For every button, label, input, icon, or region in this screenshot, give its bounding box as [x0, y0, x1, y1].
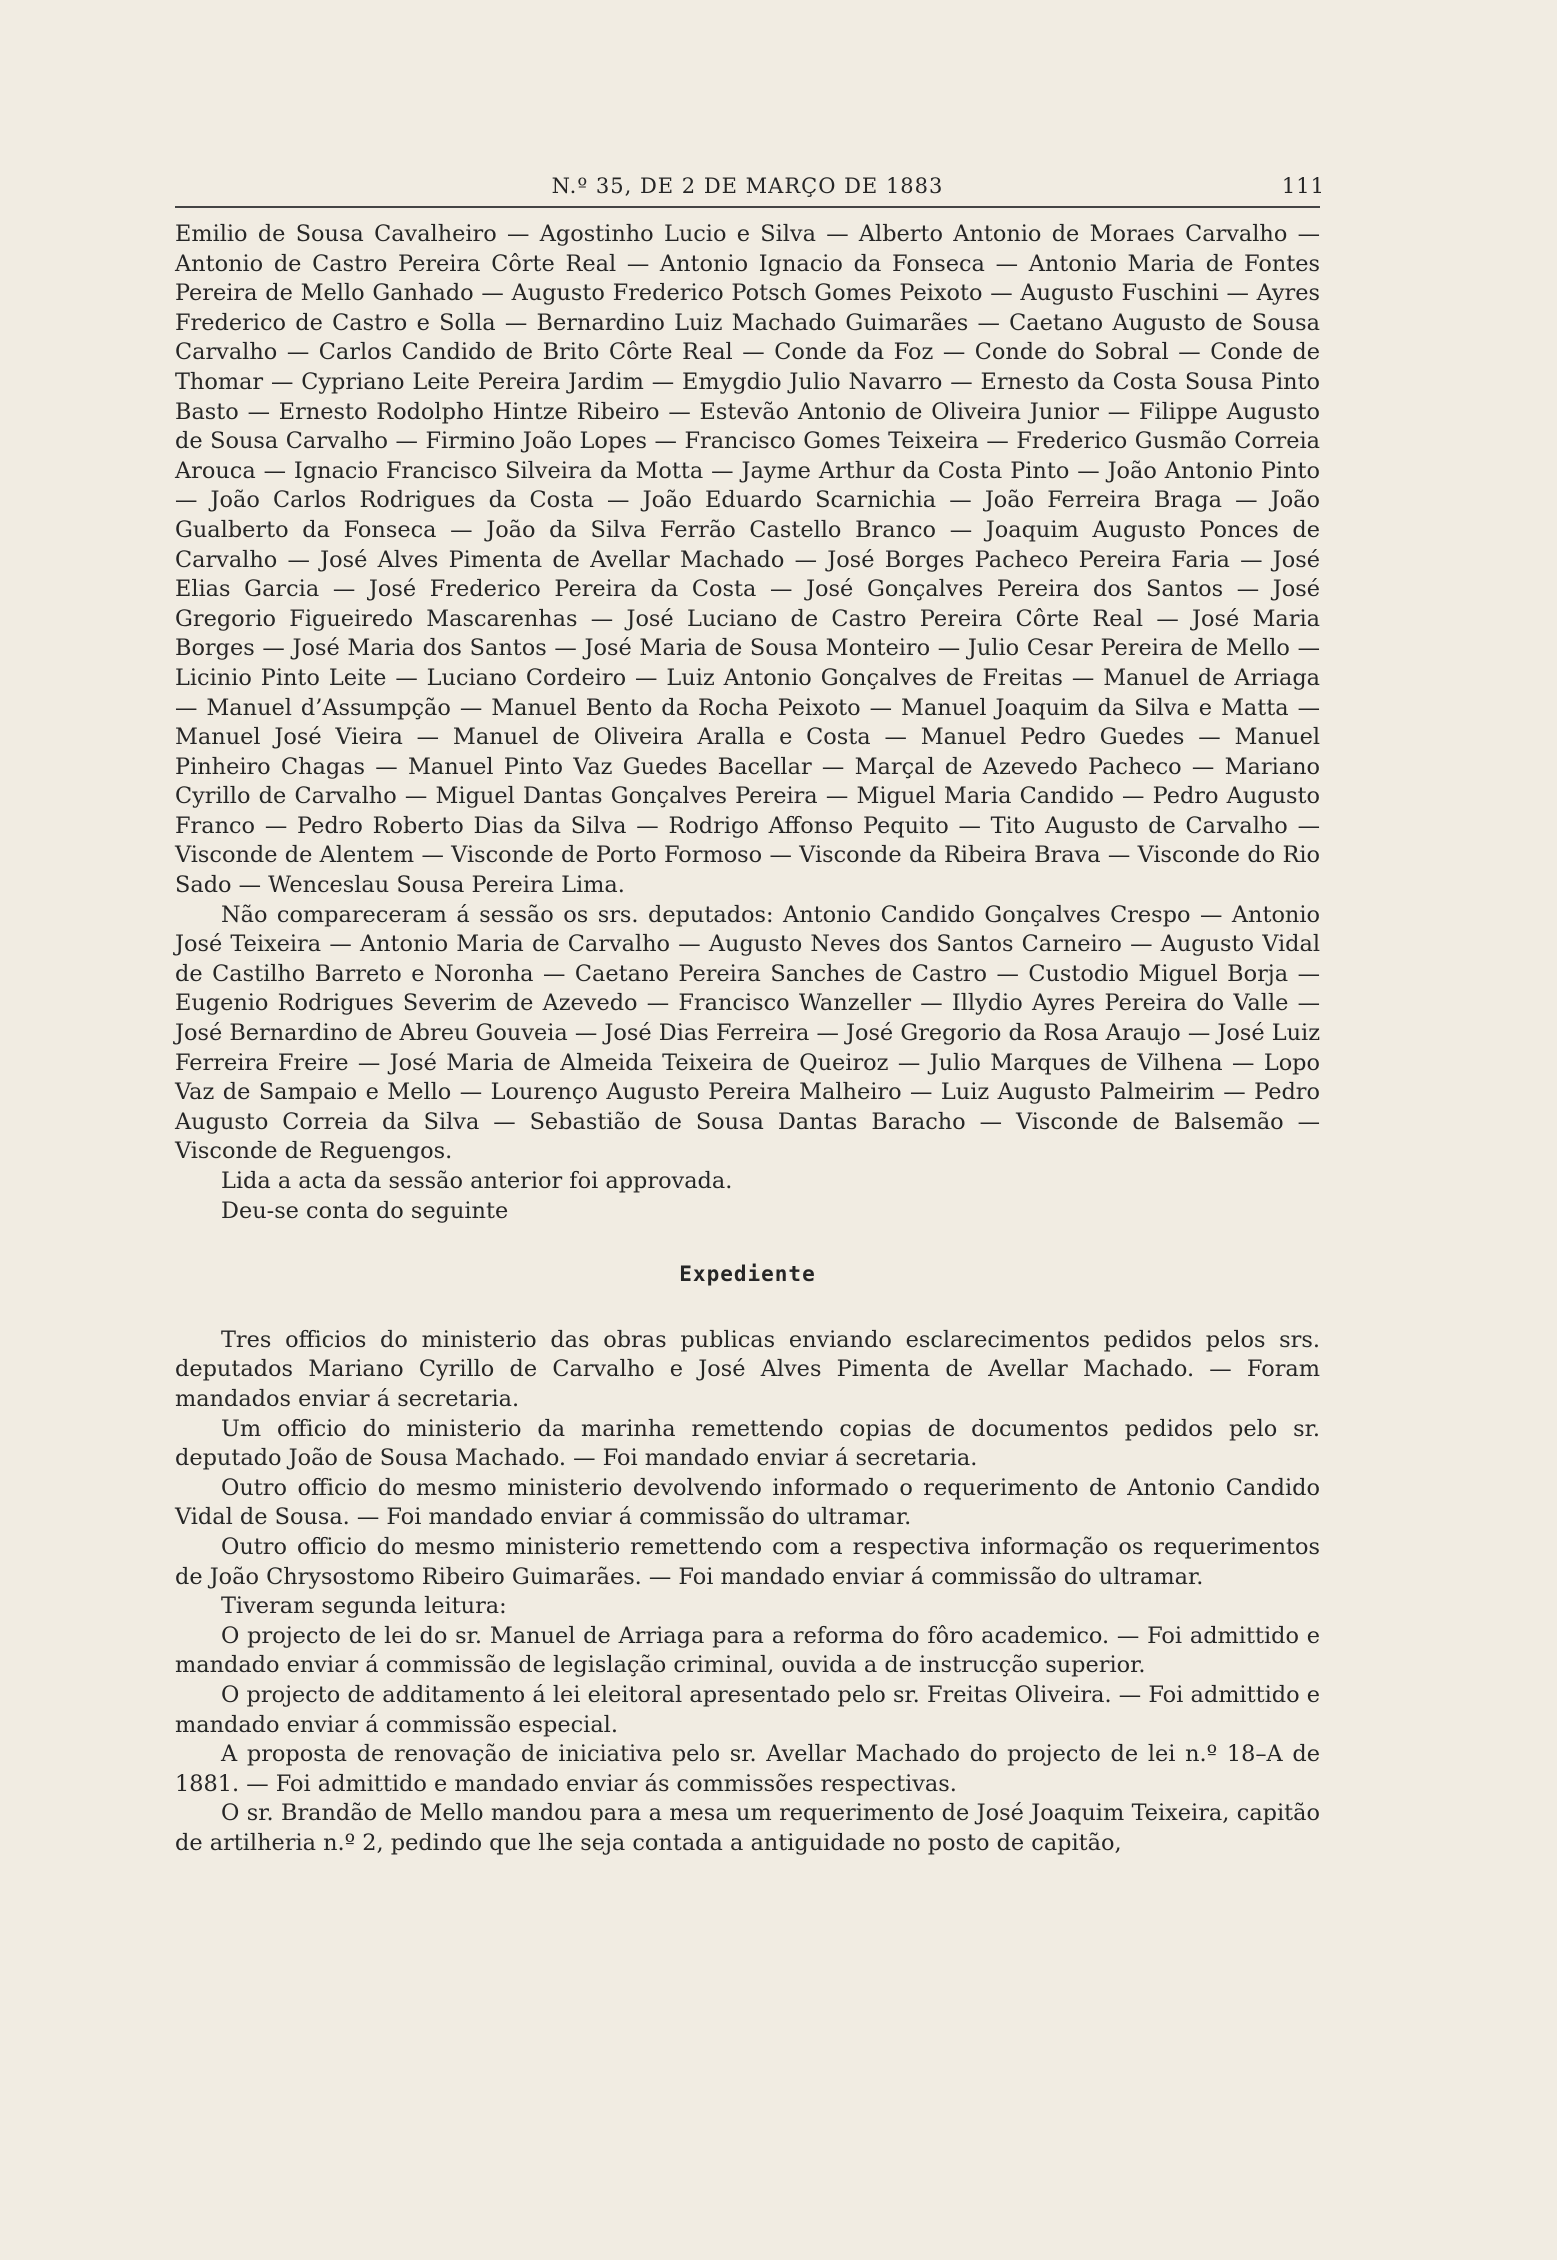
paragraph-following: Deu-se conta do seguinte	[221, 1197, 509, 1224]
paragraph-absent-deputies: Não compareceram á sessão os srs. deputados: Antonio Candido Gonçalves Crespo — Antonio José Teixeira — Antonio Maria de Carvalho — Augusto Neves dos Santos Carneiro — Augusto Vidal de Castilho Barreto e Noronha — Caetano Pereira Sanches de Castro — Custodio Miguel Borja — Eugenio Rodrigues Severim de Azevedo — Francisco Wanzeller — Illydio Ayres Pereira do Valle — José Bernardino de Abreu Gouveia — José Dias Ferreira — José Gregorio da Rosa Araujo — José Luiz Ferreira Freire — José Maria de Almeida Teixeira de Queiroz — Julio Marques de Vilhena — Lopo Vaz de Sampaio e Mello — Lourenço Augusto Pereira Malheiro — Luiz Augusto Palmeirim — Pedro Augusto Correia da Silva — Sebastião de Sousa Dantas Baracho — Visconde de Balsemão — Visconde de Reguengos.	[175, 901, 1320, 1165]
paragraph: Tres officios do ministerio das obras publicas enviando esclarecimentos pedidos pelos srs. deputados Mariano Cyrillo de Carvalho e José Alves Pimenta de Avellar Machado. — Foram mandados enviar á secretaria.	[175, 1326, 1320, 1412]
issue-title: N.º 35, DE 2 DE MARÇO DE 1883	[551, 174, 944, 198]
paragraph: A proposta de renovação de iniciativa pelo sr. Avellar Machado do projecto de lei n.º 18–A de 1881. — Foi admittido e mandado enviar ás commissões respectivas.	[175, 1741, 1320, 1797]
body-text	[175, 220, 1320, 1858]
paragraph: O sr. Brandão de Mello mandou para a mesa um requerimento de José Joaquim Teixeira, capitão de artilheria n.º 2, pedindo que lhe seja contada a antiguidade no posto de capitão,	[175, 1800, 1320, 1856]
section-heading: Expediente	[679, 1262, 816, 1287]
header-rule	[175, 206, 1320, 208]
paragraph: Outro officio do mesmo ministerio remettendo com a respectiva informação os requerimentos de João Chrysostomo Ribeiro Guimarães. — Foi mandado enviar á commissão do ultramar.	[175, 1533, 1320, 1590]
paragraph-minutes-approved: Lida a acta da sessão anterior foi approvada.	[221, 1168, 733, 1194]
paragraph: O projecto de lei do sr. Manuel de Arriaga para a reforma do fôro academico. — Foi admittido e mandado enviar á commissão de legislação criminal, ouvida a de instrucção superior.	[175, 1622, 1320, 1679]
paragraph-present-deputies: Emilio de Sousa Cavalheiro — Agostinho Lucio e Silva — Alberto Antonio de Moraes Carvalho — Antonio de Castro Pereira Côrte Real — Antonio Ignacio da Fonseca — Antonio Maria de Fontes Pereira de Mello Ganhado — Augusto Frederico Potsch Gomes Peixoto — Augusto Fuschini — Ayres Frederico de Castro e Solla — Bernardino Luiz Machado Guimarães — Caetano Augusto de Sousa Carvalho — Carlos Candido de Brito Côrte Real — Conde da Foz — Conde do Sobral — Conde de Thomar — Cypriano Leite Pereira Jardim — Emygdio Julio Navarro — Ernesto da Costa Sousa Pinto Basto — Ernesto Rodolpho Hintze Ribeiro — Estevão Antonio de Oliveira Junior — Filippe Augusto de Sousa Carvalho — Firmino João Lopes — Francisco Gomes Teixeira — Frederico Gusmão Correia Arouca — Ignacio Francisco Silveira da Motta — Jayme Arthur da Costa Pinto — João Antonio Pinto — João Carlos Rodrigues da Costa — João Eduardo Scarnichia — João Ferreira Braga — João Gualberto da Fonseca — João da Silva Ferrão Castello Branco — Joaquim Augusto Ponces de Carvalho — José Alves Pimenta de Avellar Machado — José Borges Pacheco Pereira Faria — José Elias Garcia — José Frederico Pereira da Costa — José Gonçalves Pereira dos Santos — José Gregorio Figueiredo Mascarenhas — José Luciano de Castro Pereira Côrte Real — José Maria Borges — José Maria dos Santos — José Maria de Sousa Monteiro — Julio Cesar Pereira de Mello — Licinio Pinto Leite — Luciano Cordeiro — Luiz Antonio Gonçalves de Freitas — Manuel de Arriaga — Manuel d’Assumpção — Manuel Bento da Rocha Peixoto — Manuel Joaquim da Silva e Matta — Manuel José Vieira — Manuel de Oliveira Aralla e Costa — Manuel Pedro Guedes — Manuel Pinheiro Chagas — Manuel Pinto Vaz Guedes Bacellar — Marçal de Azevedo Pacheco — Mariano Cyrillo de Carvalho — Miguel Dantas Gonçalves Pereira — Miguel Maria Candido — Pedro Augusto Franco — Pedro Roberto Dias da Silva — Rodrigo Affonso Pequito — Tito Augusto de Carvalho — Visconde de Alentem — Visconde de Porto Formoso — Visconde da Ribeira Brava — Visconde do Rio Sado — Wenceslau Sousa Pereira Lima.	[175, 221, 1320, 899]
page-number: 111	[1281, 174, 1325, 198]
paragraph: O projecto de additamento á lei eleitoral apresentado pelo sr. Freitas Oliveira. — Foi admittido e mandado enviar á commissão especial.	[175, 1681, 1320, 1738]
paragraph: Tiveram segunda leitura:	[221, 1593, 507, 1620]
paragraph: Um officio do ministerio da marinha remettendo copias de documentos pedidos pelo sr. deputado João de Sousa Machado. — Foi mandado enviar á secretaria.	[175, 1415, 1320, 1472]
running-head	[175, 170, 1325, 204]
paragraph: Outro officio do mesmo ministerio devolvendo informado o requerimento de Antonio Candido Vidal de Sousa. — Foi mandado enviar á commissão do ultramar.	[175, 1474, 1320, 1531]
page	[175, 170, 1325, 1858]
